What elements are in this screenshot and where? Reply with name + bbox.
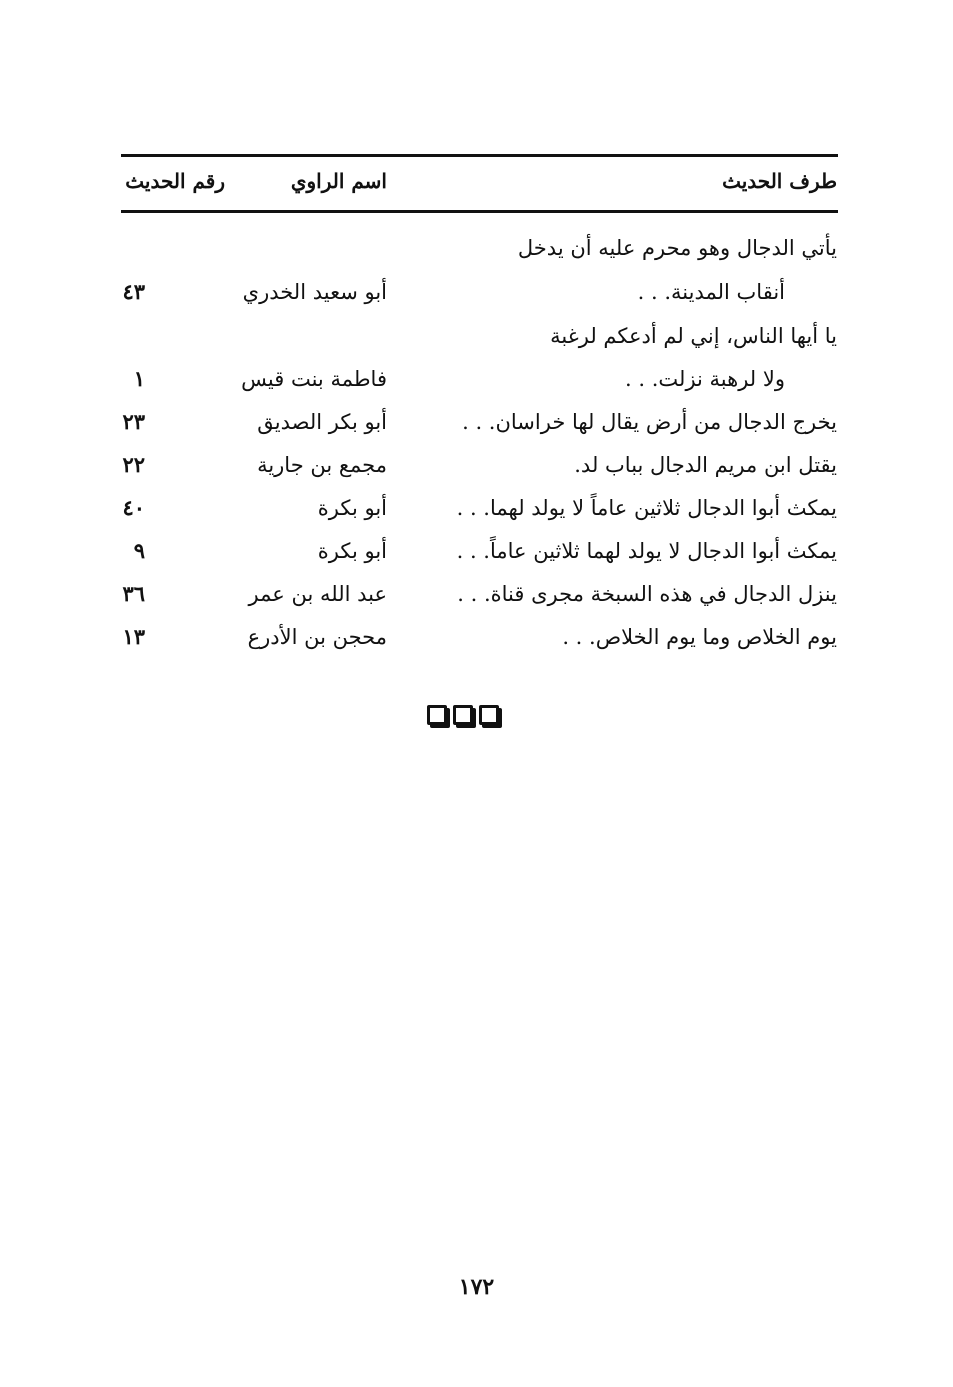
table-top-rule bbox=[121, 154, 838, 157]
section-end-ornament bbox=[427, 705, 499, 725]
row-text-line: يا أيها الناس، إني لم أدعكم لرغبة bbox=[550, 324, 837, 348]
row-narrator: محجن بن الأدرع bbox=[247, 625, 387, 649]
row-hadith-number: ١٣ bbox=[122, 624, 145, 649]
row-hadith-number: ٤٠ bbox=[122, 495, 145, 520]
row-text-continuation: ولا لرهبة نزلت. . . bbox=[625, 367, 785, 391]
row-text-line: ينزل الدجال في هذه السبخة مجرى قناة. . . bbox=[457, 582, 837, 606]
header-number-column: رقم الحديث bbox=[125, 169, 225, 193]
row-narrator: أبو سعيد الخدري bbox=[242, 280, 387, 304]
square-ornament-icon bbox=[453, 705, 473, 725]
row-text-line: يمكث أبوا الدجال ثلاثين عاماً لا يولد لهما. . . bbox=[456, 496, 837, 520]
row-text-line: يقتل ابن مريم الدجال بباب لد. bbox=[574, 453, 837, 477]
row-narrator: فاطمة بنت قيس bbox=[241, 367, 387, 391]
row-hadith-number: ١ bbox=[133, 366, 145, 391]
row-hadith-number: ٢٣ bbox=[122, 409, 145, 434]
header-narrator-column: اسم الراوي bbox=[290, 169, 387, 193]
row-narrator: أبو بكر الصديق bbox=[257, 410, 387, 434]
table-header-rule bbox=[121, 210, 838, 213]
row-text-line: يخرج الدجال من أرض يقال لها خراسان. . . bbox=[462, 410, 837, 434]
header-text-column: طرف الحديث bbox=[722, 169, 837, 193]
row-hadith-number: ٩ bbox=[133, 538, 145, 563]
row-narrator: عبد الله بن عمر bbox=[248, 582, 387, 606]
square-ornament-icon bbox=[427, 705, 447, 725]
page-number: ١٧٢ bbox=[458, 1274, 495, 1300]
row-narrator: أبو بكرة bbox=[317, 496, 387, 520]
row-text-continuation: أنقاب المدينة. . . bbox=[637, 280, 785, 304]
row-text-line: يوم الخلاص وما يوم الخلاص. . . bbox=[562, 625, 837, 649]
row-hadith-number: ٢٢ bbox=[122, 452, 145, 477]
row-narrator: أبو بكرة bbox=[317, 539, 387, 563]
row-narrator: مجمع بن جارية bbox=[257, 453, 387, 477]
row-text-line: يأتي الدجال وهو محرم عليه أن يدخل bbox=[517, 236, 837, 260]
square-ornament-icon bbox=[479, 705, 499, 725]
row-hadith-number: ٣٦ bbox=[122, 581, 145, 606]
row-text-line: يمكث أبوا الدجال لا يولد لهما ثلاثين عاماً. . . bbox=[456, 539, 837, 563]
row-hadith-number: ٤٣ bbox=[122, 279, 145, 304]
